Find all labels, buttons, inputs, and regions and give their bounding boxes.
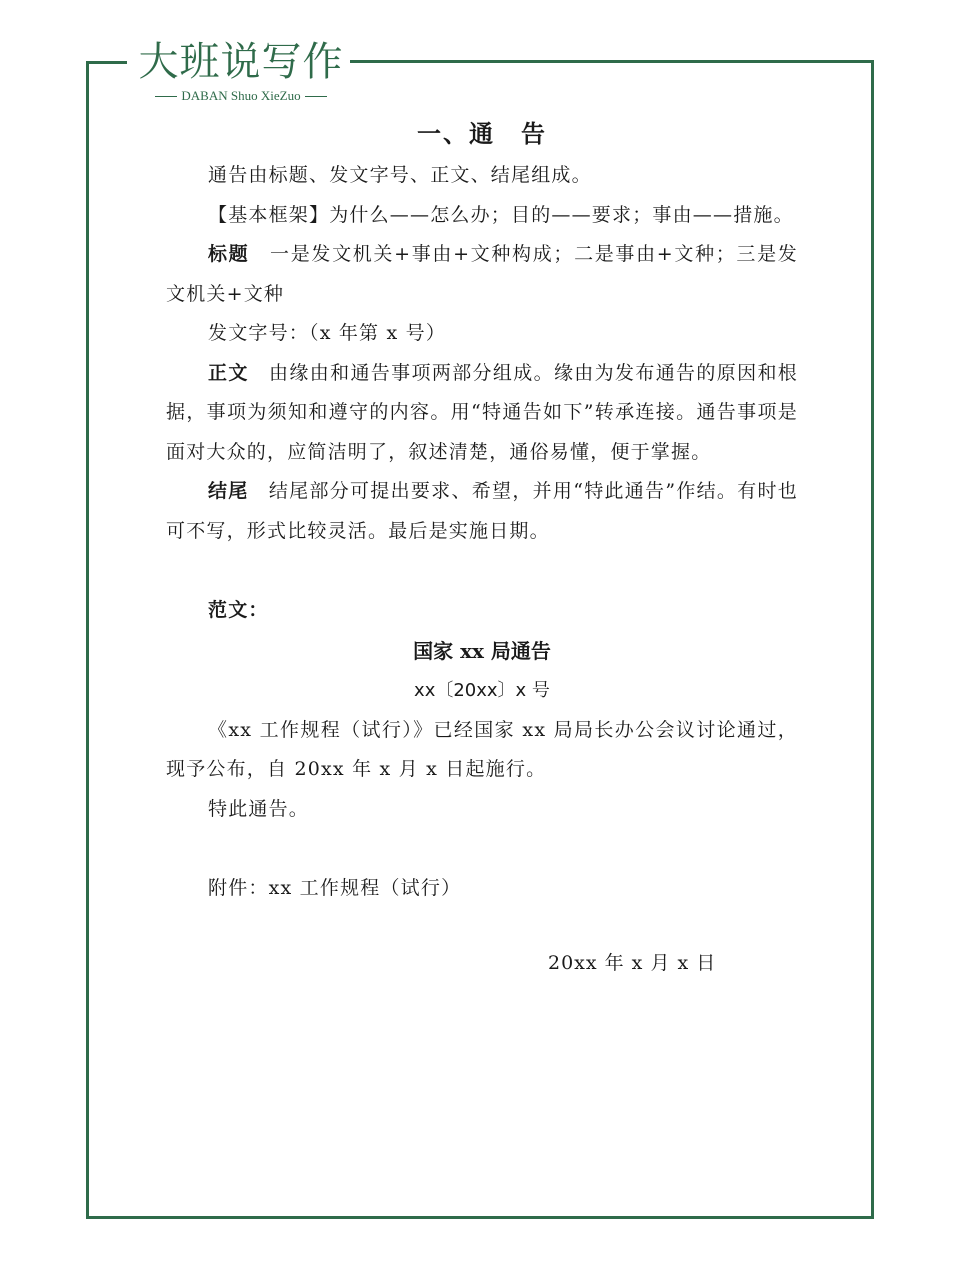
framework-paragraph: 【基本框架】为什么——怎么办；目的——要求；事由——措施。 (208, 203, 794, 226)
example-doc-number: xx〔20xx〕x 号 (414, 679, 550, 701)
doc-number-paragraph: 发文字号：（x 年第 x 号） (208, 322, 447, 344)
brand-subtitle-row (138, 88, 344, 104)
example-doc-title: 国家 xx 局通告 (413, 638, 551, 663)
title-paragraph (166, 235, 798, 314)
ending-label: 结尾 (208, 480, 249, 502)
divider (305, 96, 327, 97)
example-closing: 特此通告。 (208, 797, 310, 820)
frame-border-top-left (86, 61, 127, 64)
frame-border-right (871, 61, 874, 1219)
example-date: 20xx 年 x 月 x 日 (548, 952, 717, 974)
body-label: 正文 (208, 361, 249, 384)
spacer (166, 829, 798, 869)
title-label: 标题 (208, 243, 250, 265)
ending-paragraph (166, 472, 798, 551)
title-text: 一是发文机关+事由+文种构成；二是事由+文种；三是发文机关+文种 (166, 243, 798, 305)
intro-paragraph: 通告由标题、发文字号、正文、结尾组成。 (208, 164, 592, 186)
body-text: 由缘由和通告事项两部分组成。缘由为发布通告的原因和根据，事项为须知和遵守的内容。用“特通告如下”转承连接。通告事项是面对大众的，应简洁明了，叙述清楚，通俗易懂，便于掌握。 (166, 361, 798, 463)
brand-subtitle: DABAN Shuo XieZuo (181, 88, 301, 103)
document-body (166, 112, 798, 909)
brand-logo (138, 38, 344, 104)
frame-border-top-right (350, 60, 874, 63)
body-paragraph (166, 354, 798, 473)
example-body: 《xx 工作规程（试行）》已经国家 xx 局局长办公会议讨论通过，现予公布，自 20xx 年 x 月 x 日起施行。 (166, 718, 798, 780)
section-title: 一、通 告 (417, 119, 547, 148)
ending-text: 结尾部分可提出要求、希望，并用“特此通告”作结。有时也可不写，形式比较灵活。最后是实施日期。 (166, 480, 798, 542)
spacer (166, 551, 798, 591)
brand-title: 大班说写作 (138, 39, 344, 85)
frame-border-left (86, 61, 89, 1219)
frame-border-bottom (86, 1216, 874, 1219)
example-attachment: 附件：xx 工作规程（试行） (208, 877, 462, 899)
example-label: 范文： (208, 599, 269, 621)
divider (155, 96, 177, 97)
